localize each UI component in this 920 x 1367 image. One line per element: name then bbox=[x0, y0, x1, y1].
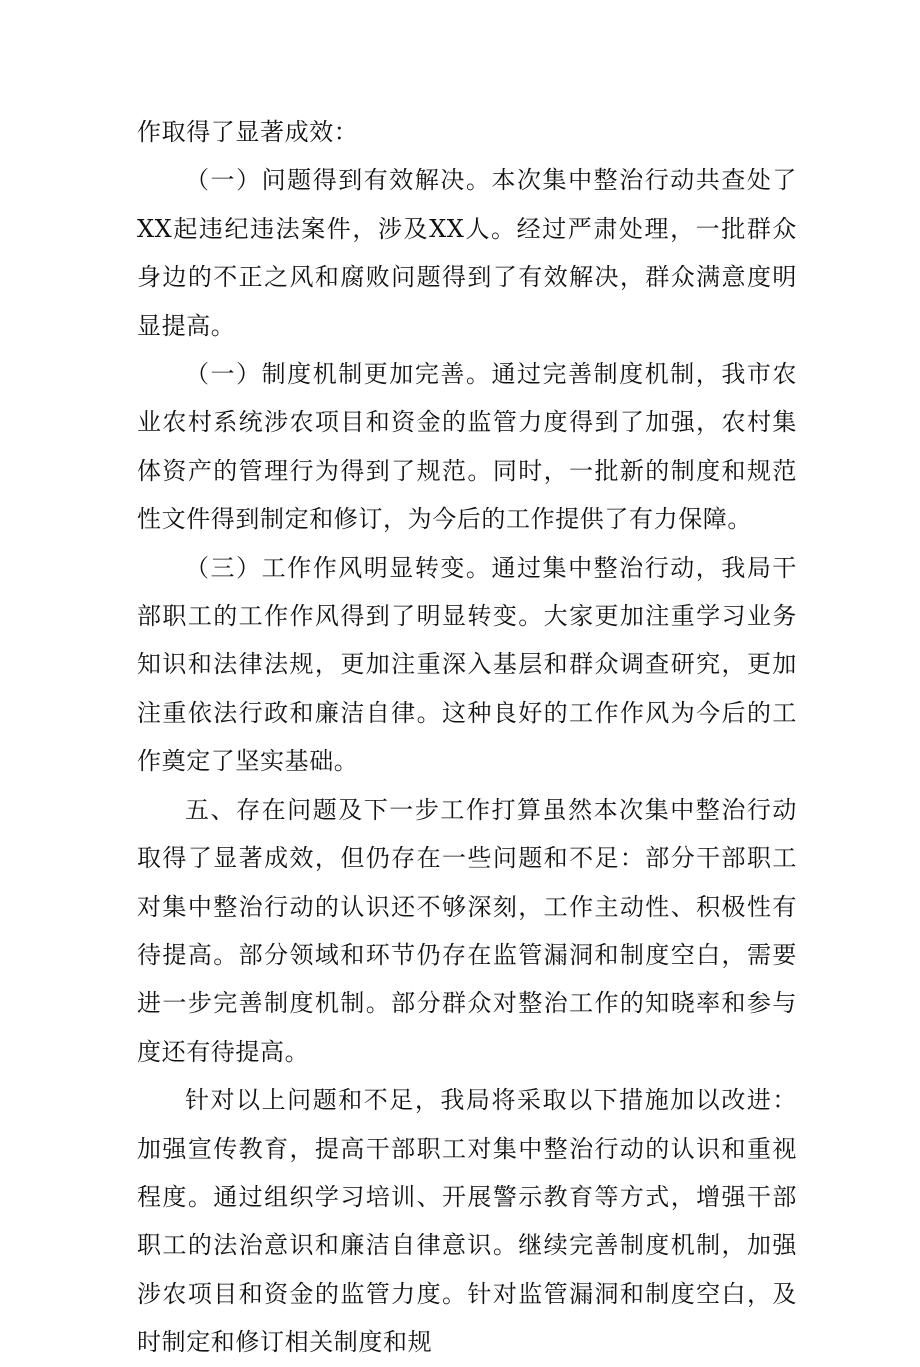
paragraph-problems-solved: （一）问题得到有效解决。本次集中整治行动共查处了XX起违纪违法案件，涉及XX人。经过严肃处理，一批群众身边的不正之风和腐败问题得到了有效解决，群众满意度明显提高。 bbox=[137, 166, 797, 340]
paragraph-work-style-changed: （三）工作作风明显转变。通过集中整治行动，我局干部职工的工作作风得到了明显转变。大家更加注重学习业务知识和法律法规，更加注重深入基层和群众调查研究，更加注重依法行政和廉洁自律。这种良好的工作作风为今后的工作奠定了坚实基础。 bbox=[137, 553, 797, 776]
document-body bbox=[137, 108, 797, 1367]
paragraph-section-five: 五、存在问题及下一步工作打算虽然本次集中整治行动取得了显著成效，但仍存在一些问题和不足：部分干部职工对集中整治行动的认识还不够深刻，工作主动性、积极性有待提高。部分领域和环节仍存在监管漏洞和制度空白，需要进一步完善制度机制。部分群众对整治工作的知晓率和参与度还有待提高。 bbox=[137, 795, 797, 1066]
paragraph-continuation: 作取得了显著成效： bbox=[137, 118, 359, 146]
paragraph-mechanism-improved: （一）制度机制更加完善。通过完善制度机制，我市农业农村系统涉农项目和资金的监管力度得到了加强，农村集体资产的管理行为得到了规范。同时，一批新的制度和规范性文件得到制定和修订，为今后的工作提供了有力保障。 bbox=[137, 360, 797, 534]
paragraph-improvement-measures: 针对以上问题和不足，我局将采取以下措施加以改进：加强宣传教育，提高干部职工对集中整治行动的认识和重视程度。通过组织学习培训、开展警示教育等方式，增强干部职工的法治意识和廉洁自律意识。继续完善制度机制，加强涉农项目和资金的监管力度。针对监管漏洞和制度空白，及时制定和修订相关制度和规 bbox=[137, 1086, 797, 1357]
